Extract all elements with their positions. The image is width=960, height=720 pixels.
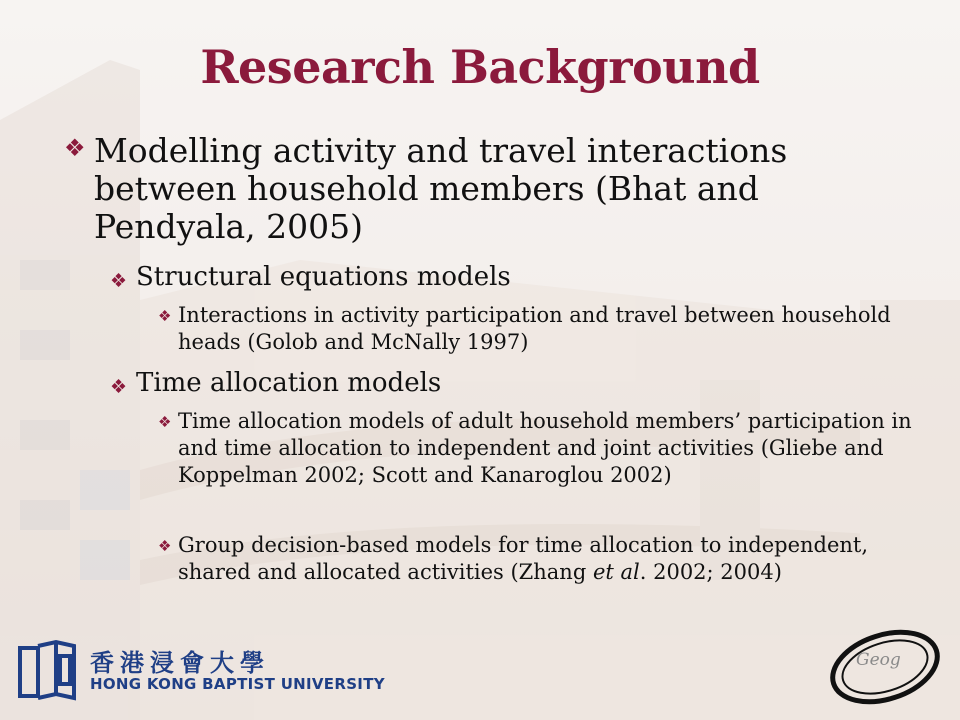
bullet-structural-equations: Structural equations models — [136, 262, 511, 292]
diamond-ornament-icon: ❖ — [110, 270, 128, 292]
university-name-chinese: 香港浸會大學 — [90, 649, 270, 677]
diamond-ornament-icon: ❖ — [64, 134, 86, 162]
bullet-zhang-text: Group decision-based models for time allocation to independent, shared and allocated activities (Zhang — [178, 533, 869, 584]
bullet-zhang-italic: et al — [592, 560, 640, 584]
bullet-main: Modelling activity and travel interactions between household members (Bhat and Pendyala, 2005) — [94, 131, 788, 246]
bullet-zhang — [178, 532, 918, 586]
bullet-golob-mcnally: Interactions in activity participation and travel between household heads (Golob and McNally 1997) — [178, 303, 891, 354]
bullet-time-allocation: Time allocation models — [136, 368, 442, 398]
diamond-ornament-icon: ❖ — [158, 307, 172, 325]
bullet-gliebe-koppelman: Time allocation models of adult household members’ participation in and time allocation to independent and joint activities (Gliebe and Koppelman 2002; Scott and Kanaroglou 2002) — [178, 409, 912, 487]
university-name-english: HONG KONG BAPTIST UNIVERSITY — [90, 675, 385, 693]
bullet-zhang-tail: . 2002; 2004) — [639, 560, 782, 584]
geog-logo-text: Geog — [856, 650, 901, 670]
diamond-ornament-icon: ❖ — [158, 413, 172, 431]
diamond-ornament-icon: ❖ — [110, 376, 128, 398]
diamond-ornament-icon: ❖ — [158, 537, 172, 555]
slide-title: Research Background — [200, 40, 760, 94]
